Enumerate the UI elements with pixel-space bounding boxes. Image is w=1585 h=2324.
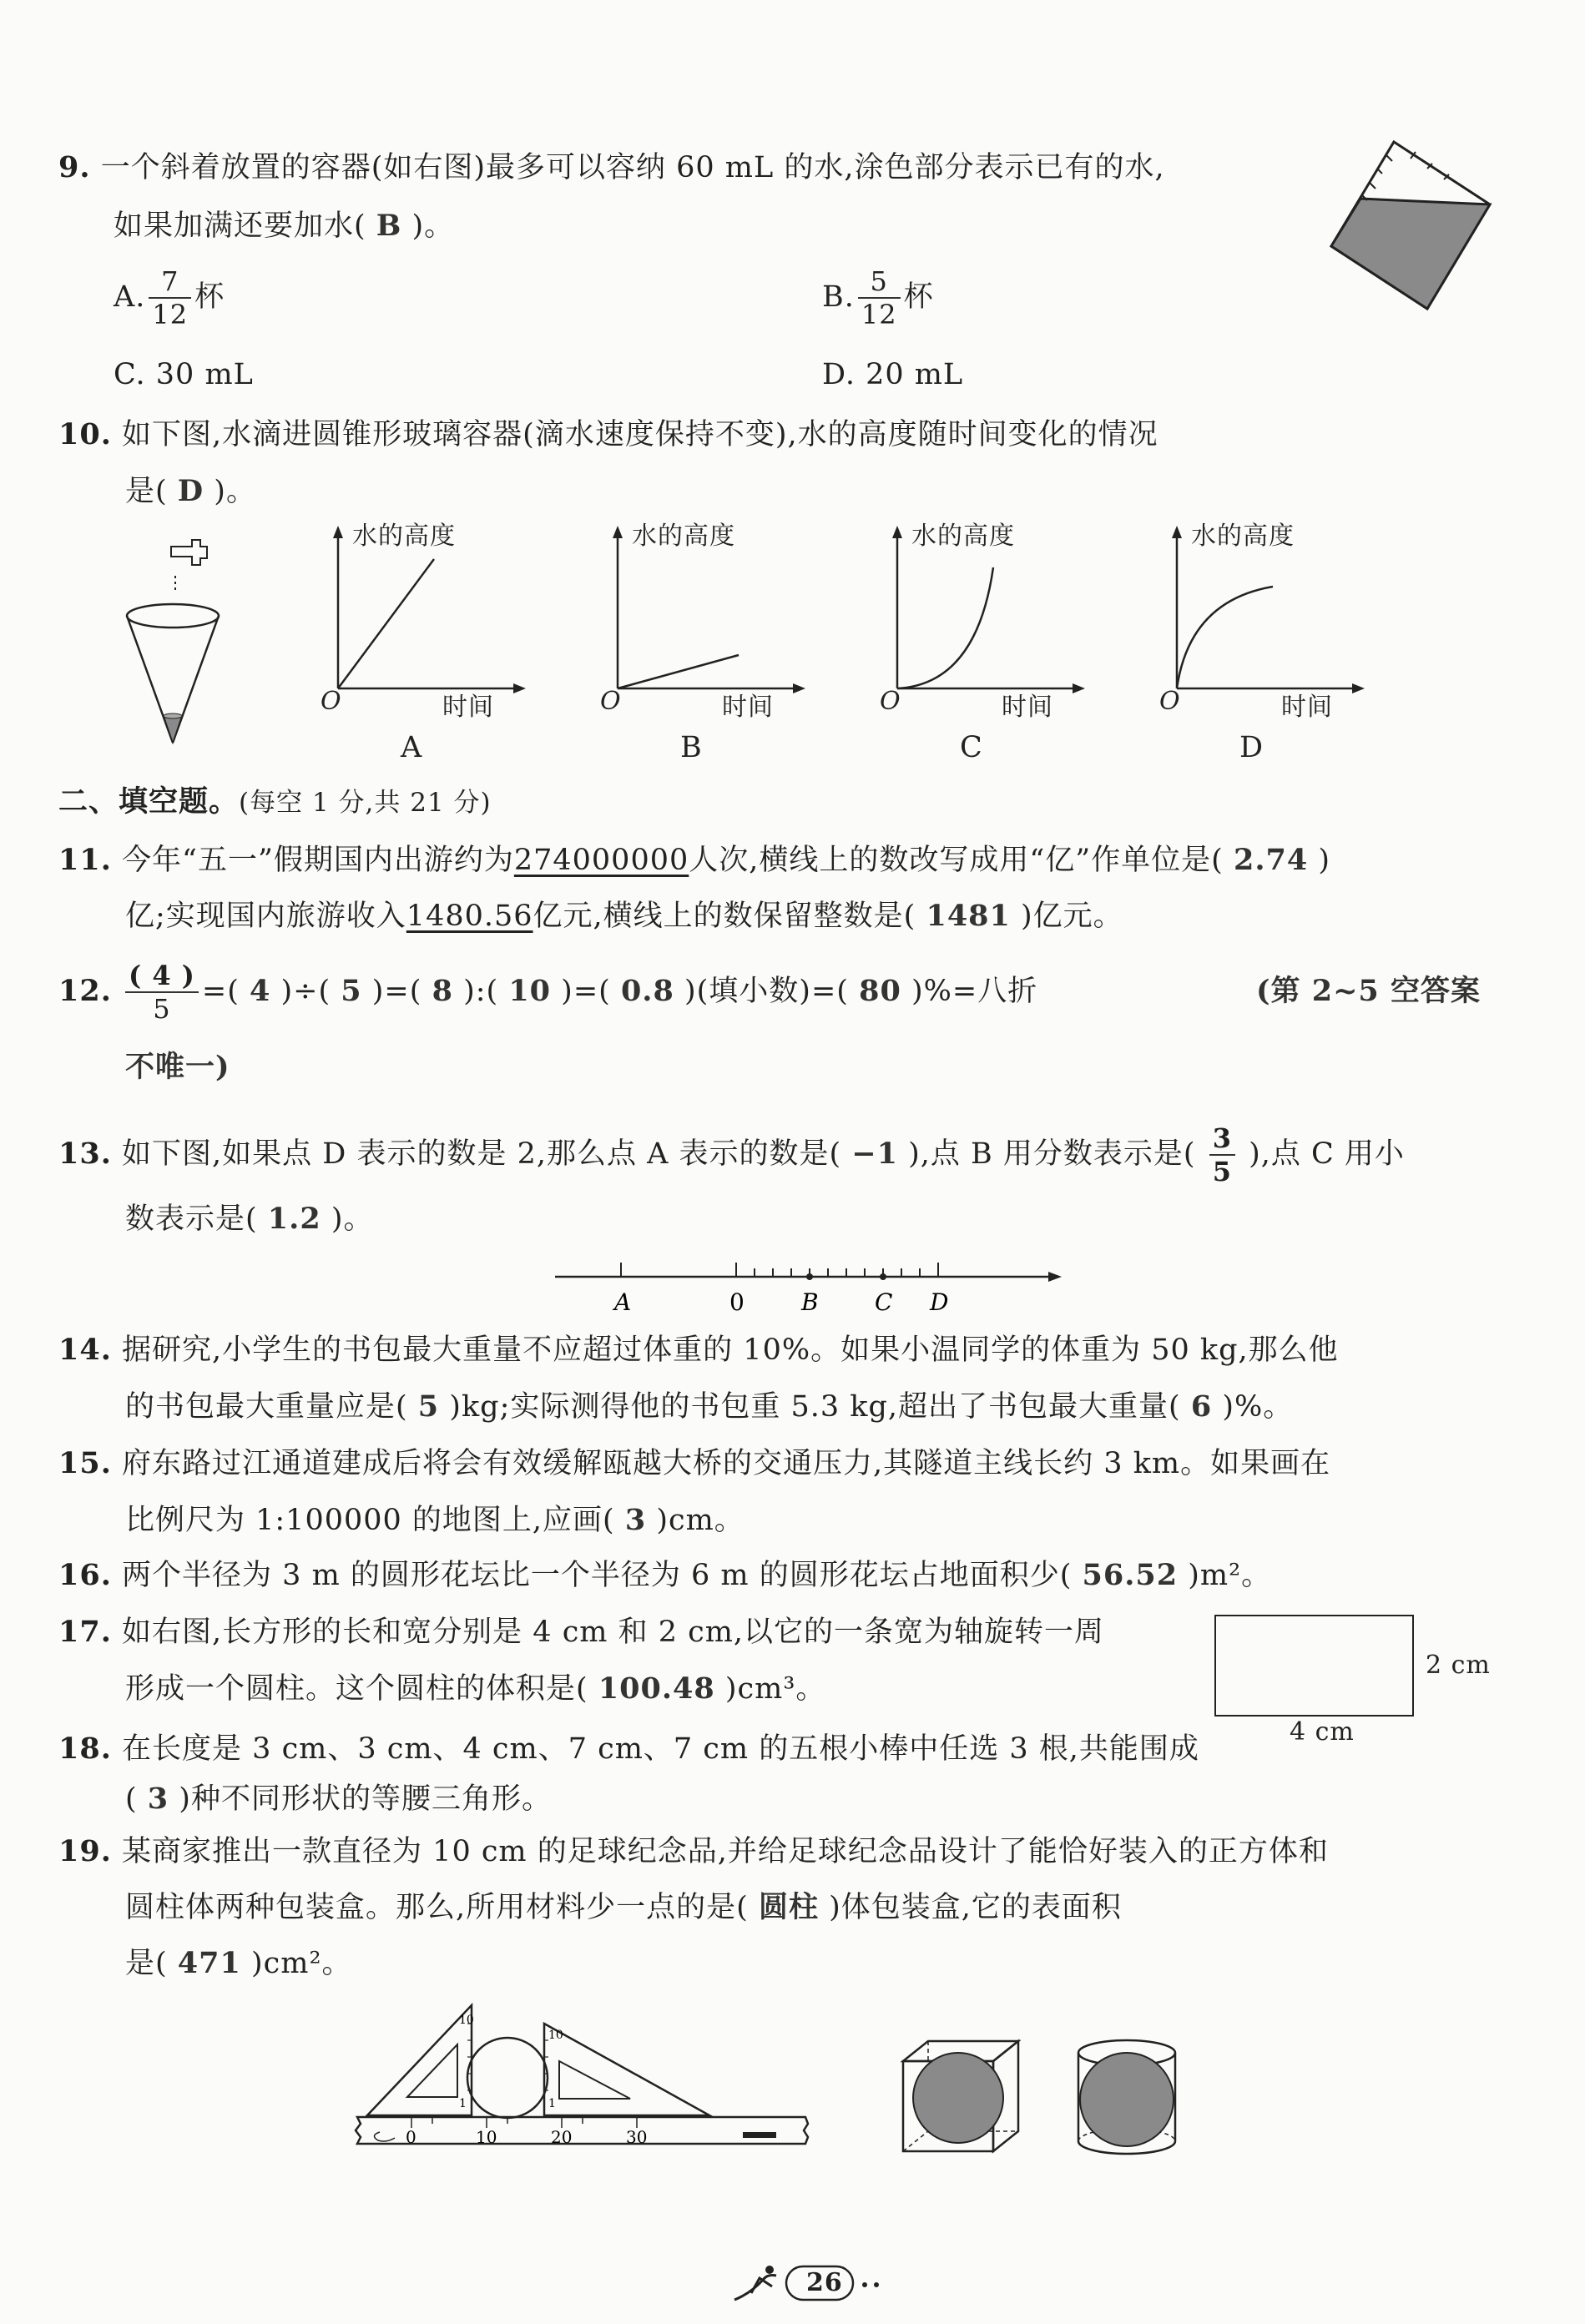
q17-line2: 形成一个圆柱。这个圆柱的体积是( 100.48 )cm³。 bbox=[125, 1671, 826, 1706]
ruler-label-0: 0 bbox=[406, 2127, 416, 2147]
graph-c-letter: C bbox=[960, 731, 983, 764]
label-b: B bbox=[801, 1288, 819, 1314]
graph-d: 水的高度 O 时间 D bbox=[1156, 522, 1365, 708]
q19-line3: 是( 471 )cm²。 bbox=[125, 1946, 352, 1980]
graph-a: 水的高度 O 时间 A bbox=[317, 522, 526, 708]
cylinder-box-figure bbox=[1068, 2036, 1194, 2161]
graph-a-curve bbox=[338, 559, 434, 688]
section-note: (每空 1 分,共 21 分) bbox=[239, 788, 492, 818]
q9-answer: B bbox=[376, 209, 402, 243]
q15-number: 15. bbox=[58, 1446, 112, 1480]
ball bbox=[467, 2038, 548, 2118]
q15-line2: 比例尺为 1:100000 的地图上,应画( 3 )cm。 bbox=[125, 1503, 745, 1537]
q11-line2: 亿;实现国内旅游收入1480.56亿元,横线上的数保留整数是( 1481 )亿元。 bbox=[125, 899, 1123, 933]
tilted-container-figure bbox=[1327, 134, 1494, 317]
q12-line2: 不唯一) bbox=[125, 1050, 230, 1084]
q9-option-d: D. 20 mL bbox=[822, 358, 964, 391]
q19-line1: 19. 某商家推出一款直径为 10 cm 的足球纪念品,并给足球纪念品设计了能恰好装入的正方体和 bbox=[58, 1834, 1329, 1868]
q9-option-b: B. $\frac{5}{12}$ 杯 bbox=[822, 265, 934, 331]
label-d: D bbox=[930, 1288, 949, 1314]
q9-text1: 一个斜着放置的容器(如右图)最多可以容纳 60 mL 的水,涂色部分表示已有的水, bbox=[100, 151, 1165, 184]
ruler bbox=[356, 2117, 808, 2144]
q11-line1: 11. 今年“五一”假期国内出游约为274000000人次,横线上的数改写成用“亿”作单位是( 2.74 ) bbox=[58, 843, 1331, 877]
q13-line2: 数表示是( 1.2 )。 bbox=[125, 1202, 374, 1236]
label-c: C bbox=[875, 1288, 893, 1314]
q10-line1: 10. 如下图,水滴进圆锥形玻璃容器(滴水速度保持不变),水的高度随时间变化的情况 bbox=[58, 417, 1158, 451]
graph-a-letter: A bbox=[401, 731, 423, 764]
q17-line1: 17. 如右图,长方形的长和宽分别是 4 cm 和 2 cm,以它的一条宽为轴旋转一周 bbox=[58, 1615, 1105, 1649]
graph-b-curve bbox=[618, 655, 739, 688]
graph-d-letter: D bbox=[1239, 731, 1264, 764]
q14-line2: 的书包最大重量应是( 5 )kg;实际测得他的书包重 5.3 kg,超出了书包最大重量( 6 )%。 bbox=[125, 1389, 1294, 1424]
q18-number: 18. bbox=[58, 1732, 112, 1766]
ball-in-cube bbox=[913, 2053, 1003, 2143]
left-triangle bbox=[367, 2005, 472, 2115]
q19-number: 19. bbox=[58, 1834, 112, 1868]
q9-line1 bbox=[58, 150, 1165, 185]
cube-box-figure bbox=[893, 2036, 1027, 2161]
tri-label-right-top: 10 bbox=[548, 2029, 563, 2042]
rectangle-figure bbox=[1214, 1615, 1414, 1717]
tri-label-right-bottom: 1 bbox=[548, 2097, 556, 2110]
ruler-label-10: 10 bbox=[476, 2127, 497, 2147]
q12-note: (第 2~5 空答案 bbox=[1256, 974, 1481, 1008]
q11-number: 11. bbox=[58, 843, 112, 877]
q19-line2: 圆柱体两种包装盒。那么,所用材料少一点的是( 圆柱 )体包装盒,它的表面积 bbox=[125, 1890, 1122, 1924]
q14-number: 14. bbox=[58, 1333, 112, 1367]
q12-number: 12. bbox=[58, 973, 112, 1008]
q13-number: 13. bbox=[58, 1136, 112, 1171]
q14-line1: 14. 据研究,小学生的书包最大重量不应超过体重的 10%。如果小温同学的体重为 50 kg,那么他 bbox=[58, 1333, 1339, 1367]
graph-b-letter: B bbox=[680, 731, 703, 764]
q17-number: 17. bbox=[58, 1615, 112, 1649]
section-title: 二、填空题。 bbox=[58, 784, 240, 819]
cone-faucet-figure bbox=[113, 534, 246, 751]
ruler-label-30: 30 bbox=[626, 2127, 648, 2147]
q18-line2: ( 3 )种不同形状的等腰三角形。 bbox=[125, 1782, 552, 1816]
ruler-label-20: 20 bbox=[551, 2127, 573, 2147]
page-number: 26 bbox=[806, 2268, 843, 2297]
tri-label-left-bottom: 1 bbox=[459, 2097, 467, 2110]
q9-option-c: C. 30 mL bbox=[114, 358, 254, 391]
q16-number: 16. bbox=[58, 1558, 112, 1592]
q15-line1: 15. 府东路过江通道建成后将会有效缓解瓯越大桥的交通压力,其隧道主线长约 3 km。如果画在 bbox=[58, 1446, 1331, 1480]
rect-length-label: 4 cm bbox=[1290, 1717, 1355, 1747]
ruler-measuring-figure bbox=[351, 1990, 818, 2157]
tri-label-left-top: 10 bbox=[459, 2014, 474, 2027]
graph-d-curve bbox=[1177, 587, 1273, 688]
q16-line: 16. 两个半径为 3 m 的圆形花坛比一个半径为 6 m 的圆形花坛占地面积少( 56.52 )m²。 bbox=[58, 1558, 1272, 1592]
ball-in-cylinder bbox=[1080, 2053, 1174, 2146]
point-c bbox=[880, 1273, 886, 1280]
q9-number: 9. bbox=[58, 150, 91, 184]
q12-line1: 12. $\frac{( 4 )}{5}$ =( 4 )÷( 5 )=( 8 ):( 10 )=( 0.8 )(填小数)=( 80 )%=八折 bbox=[58, 960, 1038, 1026]
q18-line1: 18. 在长度是 3 cm、3 cm、4 cm、7 cm、7 cm 的五根小棒中任选 3 根,共能围成 bbox=[58, 1732, 1199, 1766]
q10-answer: D bbox=[177, 474, 204, 508]
q9-line2: 如果加满还要加水( B )。 bbox=[114, 209, 455, 243]
number-line bbox=[551, 1248, 1068, 1314]
graph-b: 水的高度 O 时间 B bbox=[597, 522, 805, 708]
section-2-heading bbox=[58, 784, 492, 819]
rect-width-label: 2 cm bbox=[1426, 1651, 1491, 1680]
point-b bbox=[806, 1273, 813, 1280]
graph-c-curve bbox=[897, 567, 993, 688]
label-a: A bbox=[614, 1288, 632, 1314]
q9-option-a: A. $\frac{7}{12}$ 杯 bbox=[114, 265, 225, 331]
q13-line1: 13. 如下图,如果点 D 表示的数是 2,那么点 A 表示的数是( −1 ),点 B 用分数表示是( $\frac{3}{5}$ ),点 C 用小 bbox=[58, 1122, 1405, 1188]
label-0: 0 bbox=[729, 1288, 745, 1314]
graph-c: 水的高度 O 时间 C bbox=[876, 522, 1085, 708]
right-triangle bbox=[544, 2024, 709, 2115]
q10-line2: 是( D )。 bbox=[125, 474, 256, 508]
q10-number: 10. bbox=[58, 417, 112, 451]
